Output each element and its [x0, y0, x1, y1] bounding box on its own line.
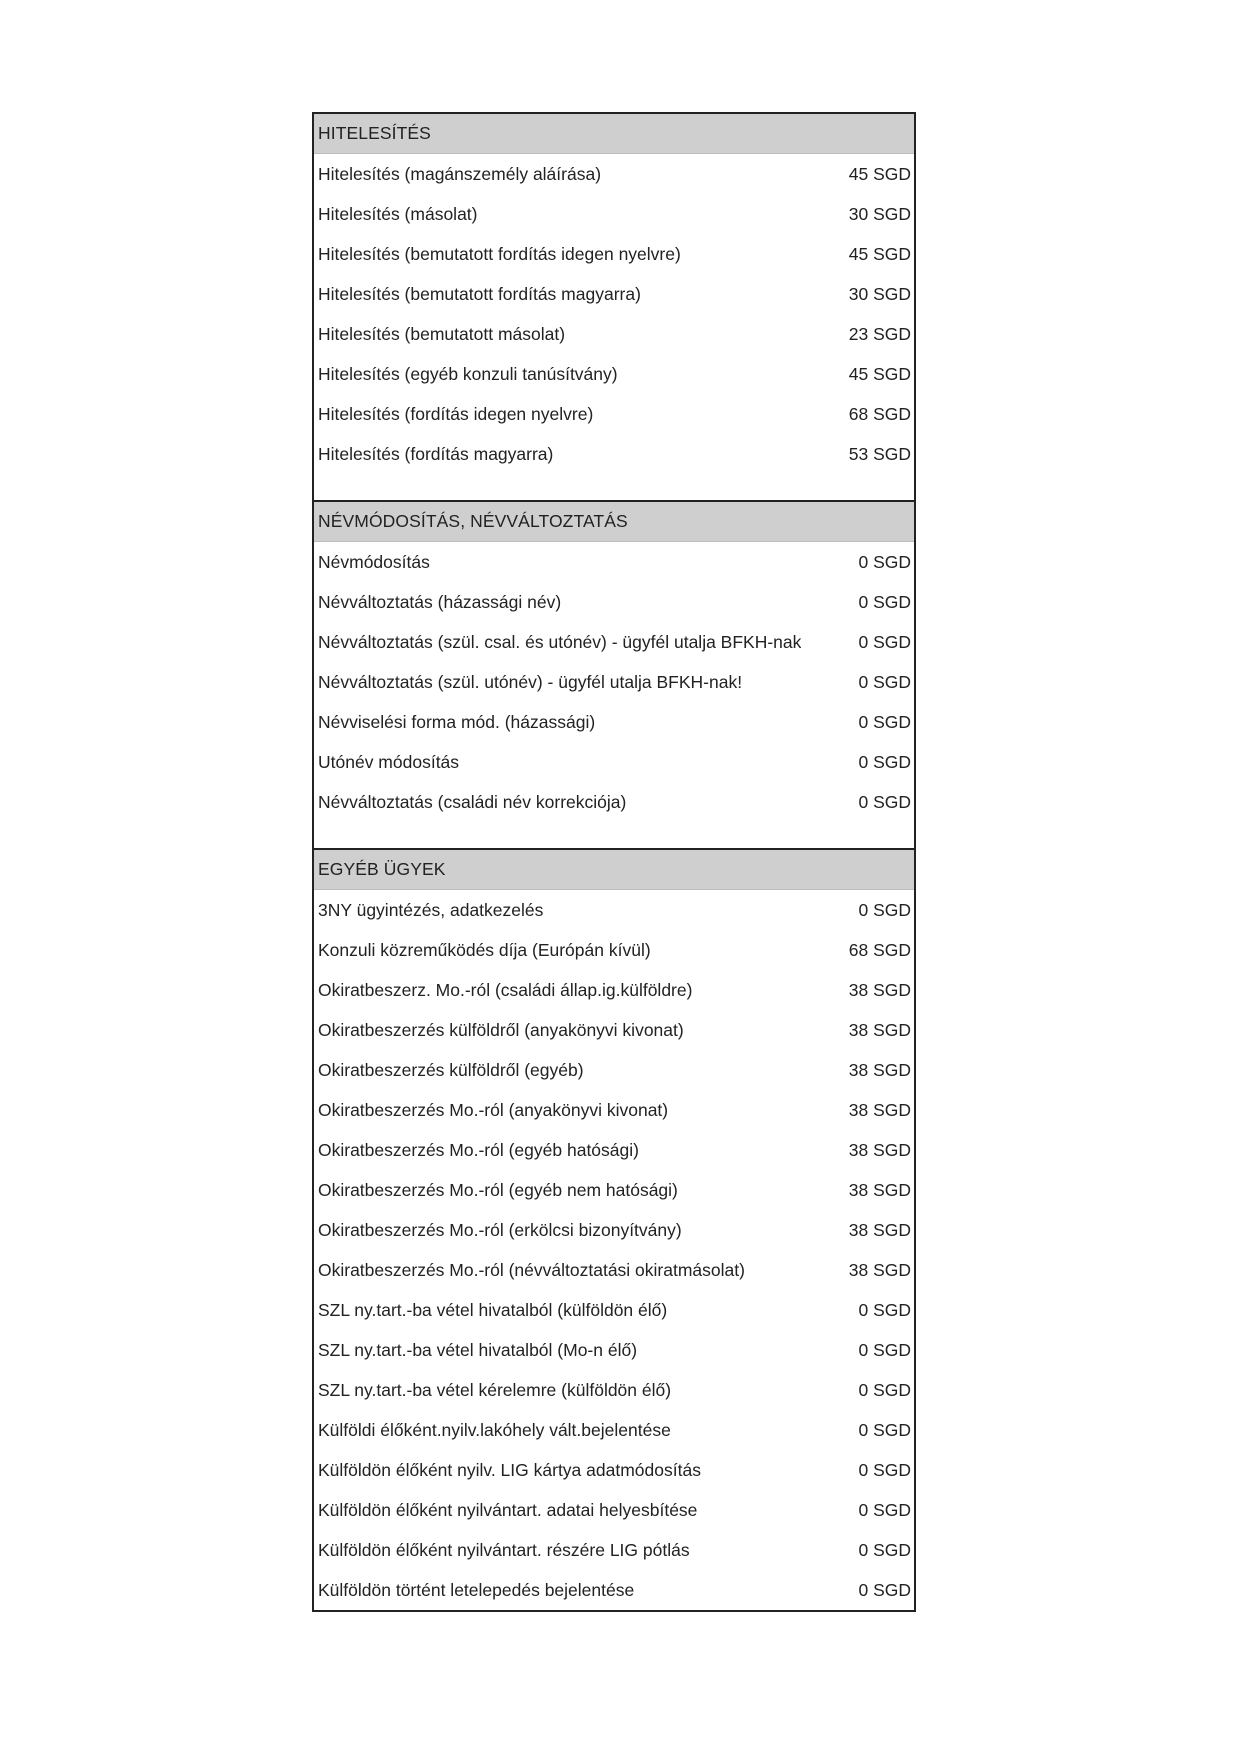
service-label: Okiratbeszerzés Mo.-ról (egyéb hatósági): [318, 1139, 639, 1160]
service-label: SZL ny.tart.-ba vétel kérelemre (külföldön élő): [318, 1379, 672, 1400]
service-label: Külföldön élőként nyilvántart. adatai helyesbítése: [318, 1499, 698, 1520]
service-price: 38 SGD: [848, 1019, 911, 1040]
service-label: Okiratbeszerz. Mo.-ról (családi állap.ig.külföldre): [318, 979, 693, 1000]
section-header: EGYÉB ÜGYEK: [314, 850, 914, 890]
service-label: Hitelesítés (bemutatott fordítás idegen nyelvre): [318, 243, 681, 264]
service-label: Hitelesítés (magánszemély aláírása): [318, 163, 602, 184]
service-label: Okiratbeszerzés külföldről (egyéb): [318, 1059, 584, 1080]
service-price: 45 SGD: [848, 243, 911, 264]
fee-row: [314, 194, 914, 234]
fee-row: [314, 1370, 914, 1410]
fee-row: [314, 234, 914, 274]
section-spacer: [314, 474, 914, 500]
service-label: Hitelesítés (bemutatott másolat): [318, 323, 566, 344]
fee-row: [314, 662, 914, 702]
fee-row: [314, 1010, 914, 1050]
service-label: Névviselési forma mód. (házassági): [318, 711, 596, 732]
service-price: 0 SGD: [858, 591, 911, 612]
service-label: Külföldön történt letelepedés bejelentése: [318, 1579, 635, 1600]
service-label: 3NY ügyintézés, adatkezelés: [318, 899, 544, 920]
service-price: 0 SGD: [858, 1339, 911, 1360]
service-label: Hitelesítés (fordítás magyarra): [318, 443, 554, 464]
fee-row: [314, 1290, 914, 1330]
fee-row: [314, 1330, 914, 1370]
service-label: Konzuli közreműködés díja (Európán kívül): [318, 939, 651, 960]
fee-row: [314, 1090, 914, 1130]
fee-row: [314, 890, 914, 930]
fee-row: [314, 394, 914, 434]
fee-row: [314, 1450, 914, 1490]
service-price: 0 SGD: [858, 1419, 911, 1440]
fee-row: [314, 742, 914, 782]
service-price: 30 SGD: [848, 203, 911, 224]
service-price: 38 SGD: [848, 1139, 911, 1160]
service-label: Okiratbeszerzés külföldről (anyakönyvi kivonat): [318, 1019, 684, 1040]
fee-row: [314, 1130, 914, 1170]
service-label: Okiratbeszerzés Mo.-ról (anyakönyvi kivonat): [318, 1099, 669, 1120]
service-price: 0 SGD: [858, 1459, 911, 1480]
service-label: Hitelesítés (fordítás idegen nyelvre): [318, 403, 594, 424]
service-price: 38 SGD: [848, 1179, 911, 1200]
fee-row: [314, 582, 914, 622]
service-price: 0 SGD: [858, 711, 911, 732]
section-spacer: [314, 822, 914, 848]
fee-row: [314, 354, 914, 394]
fee-row: [314, 1210, 914, 1250]
fee-section: [314, 848, 914, 1610]
service-price: 68 SGD: [848, 403, 911, 424]
service-label: Külföldi élőként.nyilv.lakóhely vált.bejelentése: [318, 1419, 671, 1440]
fee-row: [314, 1170, 914, 1210]
fee-section: [314, 112, 914, 500]
fee-table: [312, 112, 916, 1612]
service-label: Utónév módosítás: [318, 751, 460, 772]
service-price: 0 SGD: [858, 899, 911, 920]
fee-row: [314, 314, 914, 354]
service-label: Névváltoztatás (szül. utónév) - ügyfél utalja BFKH-nak!: [318, 671, 743, 692]
fee-row: [314, 1250, 914, 1290]
fee-row: [314, 1410, 914, 1450]
fee-row: [314, 702, 914, 742]
service-price: 38 SGD: [848, 1099, 911, 1120]
fee-row: [314, 1490, 914, 1530]
service-price: 38 SGD: [848, 1219, 911, 1240]
service-label: Névváltoztatás (családi név korrekciója): [318, 791, 627, 812]
service-price: 0 SGD: [858, 1499, 911, 1520]
service-price: 53 SGD: [848, 443, 911, 464]
service-label: Hitelesítés (egyéb konzuli tanúsítvány): [318, 363, 618, 384]
fee-section: [314, 500, 914, 848]
section-header: NÉVMÓDOSÍTÁS, NÉVVÁLTOZTATÁS: [314, 502, 914, 542]
service-label: Névváltoztatás (szül. csal. és utónév) - ügyfél utalja BFKH-nak: [318, 631, 802, 652]
fee-row: [314, 930, 914, 970]
service-label: SZL ny.tart.-ba vétel hivatalból (Mo-n élő): [318, 1339, 638, 1360]
fee-row: [314, 274, 914, 314]
service-label: Névváltoztatás (házassági név): [318, 591, 562, 612]
fee-row: [314, 542, 914, 582]
service-price: 0 SGD: [858, 551, 911, 572]
fee-row: [314, 154, 914, 194]
service-price: 0 SGD: [858, 1579, 911, 1600]
service-label: Külföldön élőként nyilv. LIG kártya adatmódosítás: [318, 1459, 701, 1480]
fee-row: [314, 1050, 914, 1090]
service-price: 23 SGD: [848, 323, 911, 344]
service-price: 30 SGD: [848, 283, 911, 304]
service-price: 0 SGD: [858, 1539, 911, 1560]
service-price: 0 SGD: [858, 1299, 911, 1320]
fee-row: [314, 782, 914, 822]
service-price: 0 SGD: [858, 1379, 911, 1400]
service-label: Hitelesítés (bemutatott fordítás magyarra): [318, 283, 641, 304]
service-label: SZL ny.tart.-ba vétel hivatalból (külföldön élő): [318, 1299, 668, 1320]
service-price: 45 SGD: [848, 163, 911, 184]
service-label: Hitelesítés (másolat): [318, 203, 478, 224]
service-label: Okiratbeszerzés Mo.-ról (névváltoztatási okiratmásolat): [318, 1259, 745, 1280]
service-price: 68 SGD: [848, 939, 911, 960]
fee-row: [314, 1530, 914, 1570]
service-price: 45 SGD: [848, 363, 911, 384]
fee-row: [314, 1570, 914, 1610]
fee-row: [314, 434, 914, 474]
service-price: 38 SGD: [848, 1059, 911, 1080]
service-label: Okiratbeszerzés Mo.-ról (egyéb nem hatósági): [318, 1179, 678, 1200]
service-label: Névmódosítás: [318, 551, 430, 572]
section-header: HITELESÍTÉS: [314, 114, 914, 154]
fee-row: [314, 970, 914, 1010]
service-price: 0 SGD: [858, 751, 911, 772]
service-label: Külföldön élőként nyilvántart. részére LIG pótlás: [318, 1539, 690, 1560]
service-price: 38 SGD: [848, 1259, 911, 1280]
service-price: 38 SGD: [848, 979, 911, 1000]
fee-row: [314, 622, 914, 662]
service-label: Okiratbeszerzés Mo.-ról (erkölcsi bizonyítvány): [318, 1219, 682, 1240]
service-price: 0 SGD: [858, 671, 911, 692]
service-price: 0 SGD: [858, 631, 911, 652]
service-price: 0 SGD: [858, 791, 911, 812]
